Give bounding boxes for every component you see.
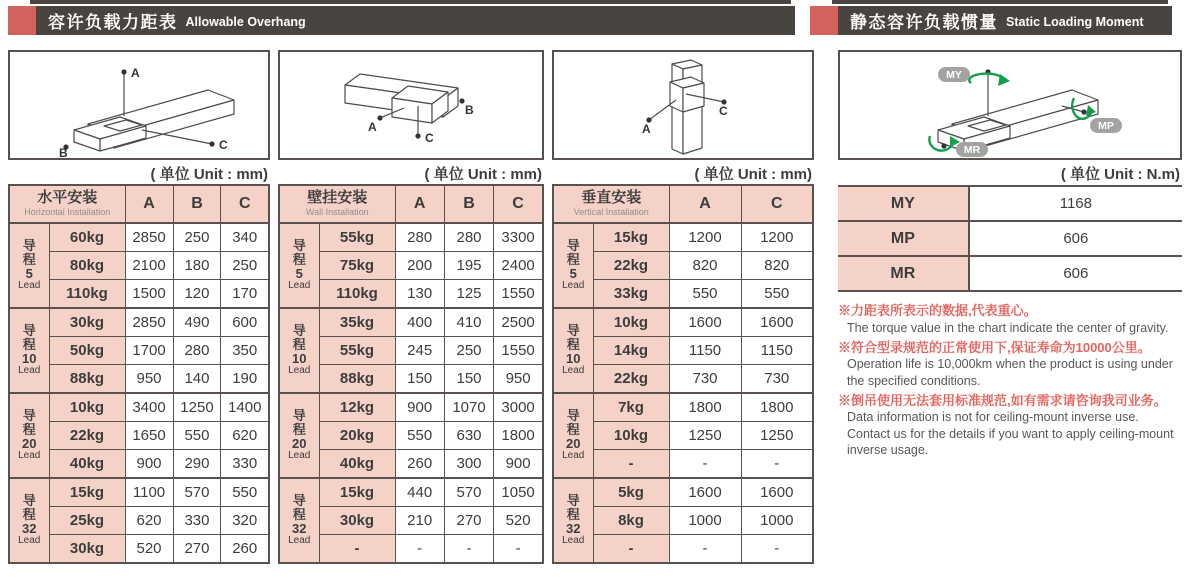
load-cell: - xyxy=(593,450,669,479)
header-bar xyxy=(838,6,1172,35)
value-cell: 350 xyxy=(221,337,269,365)
note-line: The torque value in the chart indicate the center of gravity. xyxy=(847,320,1169,335)
load-cell: - xyxy=(319,535,395,564)
table-row xyxy=(279,280,543,309)
horizontal-spec-table xyxy=(8,184,270,564)
label-a: A xyxy=(642,122,651,136)
mp-badge: MP xyxy=(1098,120,1114,132)
moment-label-my: MY xyxy=(838,186,969,221)
moment-diagram xyxy=(838,50,1182,160)
load-cell: 30kg xyxy=(49,535,125,564)
value-cell: 630 xyxy=(444,422,493,450)
load-cell: 30kg xyxy=(49,308,125,337)
note-line: ※倒吊使用无法套用标准规范,如有需求请咨询我司业务。 xyxy=(838,392,1167,408)
header-top-strip xyxy=(30,0,791,4)
table-row xyxy=(279,450,543,479)
table-row xyxy=(279,535,543,564)
value-cell: 250 xyxy=(444,337,493,365)
mr-badge: MR xyxy=(963,144,981,156)
table-row xyxy=(279,478,543,507)
value-cell: 730 xyxy=(741,365,813,394)
wall-spec-table xyxy=(278,184,544,564)
table-row xyxy=(9,393,269,422)
load-cell: 10kg xyxy=(593,308,669,337)
value-cell: 570 xyxy=(173,478,221,507)
value-cell: 1500 xyxy=(125,280,173,309)
load-cell: 20kg xyxy=(319,422,395,450)
header-allowable-overhang xyxy=(8,0,795,36)
my-badge: MY xyxy=(946,69,962,81)
value-cell: 900 xyxy=(125,450,173,479)
moment-rail-drawing xyxy=(840,52,1180,158)
value-cell: 1550 xyxy=(494,280,543,309)
moment-value-mr: 606 xyxy=(969,256,1182,291)
lead-cell: 导 程 20 Lead xyxy=(279,393,319,478)
header-bar xyxy=(36,6,795,35)
value-cell: 320 xyxy=(221,507,269,535)
value-cell: - xyxy=(669,535,741,564)
load-cell: 35kg xyxy=(319,308,395,337)
value-cell: 2100 xyxy=(125,252,173,280)
value-cell: - xyxy=(741,535,813,564)
moment-label-mp: MP xyxy=(838,221,969,256)
value-cell: 3300 xyxy=(494,223,543,252)
vertical-rail-drawing xyxy=(554,52,812,158)
load-cell: 30kg xyxy=(319,507,395,535)
label-b: B xyxy=(59,146,68,158)
value-cell: 1400 xyxy=(221,393,269,422)
table-row xyxy=(9,308,269,337)
lead-cell: 导 程 32 Lead xyxy=(279,478,319,563)
value-cell: 250 xyxy=(173,223,221,252)
value-cell: 1250 xyxy=(741,422,813,450)
load-cell: 75kg xyxy=(319,252,395,280)
value-cell: 1000 xyxy=(741,507,813,535)
load-cell: 33kg xyxy=(593,280,669,309)
value-cell: 1600 xyxy=(669,478,741,507)
load-cell: 40kg xyxy=(49,450,125,479)
note-line: Operation life is 10,000km when the product is using under the specified conditions. xyxy=(847,357,1173,388)
table-title: 垂直安装 Vertical Installation xyxy=(553,185,669,223)
vertical-spec-table xyxy=(552,184,814,564)
vertical-section xyxy=(552,50,814,564)
table-row xyxy=(553,223,813,252)
value-cell: 2500 xyxy=(494,308,543,337)
value-cell: 300 xyxy=(444,450,493,479)
header-title-zh: 容许负载力距表 xyxy=(48,13,178,32)
value-cell: 620 xyxy=(221,422,269,450)
notes-block xyxy=(838,302,1182,458)
value-cell: 280 xyxy=(395,223,444,252)
load-cell: 88kg xyxy=(49,365,125,394)
label-c: C xyxy=(219,138,228,152)
load-cell: 80kg xyxy=(49,252,125,280)
table-row xyxy=(553,478,813,507)
moment-section xyxy=(838,50,1182,458)
load-cell: 60kg xyxy=(49,223,125,252)
value-cell: 140 xyxy=(173,365,221,394)
header-title-zh: 静态容许负载惯量 xyxy=(850,13,998,32)
lead-cell: 导 程 5 Lead xyxy=(279,223,319,308)
value-cell: 3400 xyxy=(125,393,173,422)
value-cell: 1600 xyxy=(741,478,813,507)
column-header-a: A xyxy=(395,185,444,223)
wall-rail-drawing xyxy=(280,52,542,158)
load-cell: 22kg xyxy=(593,252,669,280)
lead-cell: 导 程 5 Lead xyxy=(9,223,49,308)
value-cell: 270 xyxy=(173,535,221,564)
moment-row xyxy=(838,256,1182,291)
load-cell: 10kg xyxy=(593,422,669,450)
load-cell: 15kg xyxy=(49,478,125,507)
lead-cell: 导 程 10 Lead xyxy=(9,308,49,393)
load-cell: 110kg xyxy=(49,280,125,309)
value-cell: 2850 xyxy=(125,223,173,252)
vertical-table-host xyxy=(552,184,814,564)
value-cell: 550 xyxy=(669,280,741,309)
label-c: C xyxy=(719,104,728,118)
note-line: Data information is not for ceiling-mount inverse use. xyxy=(847,410,1139,425)
load-cell: 15kg xyxy=(593,223,669,252)
note-line: ※力距表所表示的数据,代表重心。 xyxy=(838,303,1037,318)
value-cell: 950 xyxy=(125,365,173,394)
load-cell: 25kg xyxy=(49,507,125,535)
table-row xyxy=(279,507,543,535)
lead-cell: 导 程 5 Lead xyxy=(553,223,593,308)
load-cell: 5kg xyxy=(593,478,669,507)
note-line: ※符合型录规范的正常使用下,保证寿命为10000公里。 xyxy=(838,339,1151,355)
value-cell: 900 xyxy=(494,450,543,479)
lead-cell: 导 程 10 Lead xyxy=(553,308,593,393)
value-cell: - xyxy=(395,535,444,564)
value-cell: 1800 xyxy=(741,393,813,422)
horizontal-section xyxy=(8,50,270,564)
value-cell: 820 xyxy=(741,252,813,280)
value-cell: 120 xyxy=(173,280,221,309)
value-cell: 1550 xyxy=(494,337,543,365)
value-cell: 330 xyxy=(221,450,269,479)
wall-diagram xyxy=(278,50,544,160)
value-cell: 330 xyxy=(173,507,221,535)
value-cell: - xyxy=(444,535,493,564)
value-cell: 3000 xyxy=(494,393,543,422)
value-cell: 400 xyxy=(395,308,444,337)
value-cell: 245 xyxy=(395,337,444,365)
value-cell: 150 xyxy=(444,365,493,394)
value-cell: 180 xyxy=(173,252,221,280)
value-cell: - xyxy=(669,450,741,479)
label-b: B xyxy=(465,103,474,117)
value-cell: 550 xyxy=(173,422,221,450)
value-cell: 1070 xyxy=(444,393,493,422)
table-row xyxy=(279,422,543,450)
moment-table xyxy=(838,185,1182,292)
value-cell: 550 xyxy=(221,478,269,507)
lead-cell: 导 程 10 Lead xyxy=(279,308,319,393)
value-cell: 1200 xyxy=(741,223,813,252)
column-header-a: A xyxy=(669,185,741,223)
value-cell: 150 xyxy=(395,365,444,394)
value-cell: 520 xyxy=(125,535,173,564)
table-row xyxy=(279,223,543,252)
value-cell: 1700 xyxy=(125,337,173,365)
load-cell: 7kg xyxy=(593,393,669,422)
value-cell: 1100 xyxy=(125,478,173,507)
lead-cell: 导 程 20 Lead xyxy=(9,393,49,478)
value-cell: 440 xyxy=(395,478,444,507)
value-cell: 290 xyxy=(173,450,221,479)
column-header-c: C xyxy=(494,185,543,223)
value-cell: 195 xyxy=(444,252,493,280)
value-cell: 125 xyxy=(444,280,493,309)
value-cell: 2400 xyxy=(494,252,543,280)
load-cell: 8kg xyxy=(593,507,669,535)
moment-row xyxy=(838,186,1182,221)
unit-label-mm: ( 单位 Unit : mm) xyxy=(150,166,268,183)
note-line: Contact us for the details if you want to apply ceiling-mount inverse usage. xyxy=(847,426,1174,457)
label-c: C xyxy=(425,131,434,145)
value-cell: 570 xyxy=(444,478,493,507)
value-cell: 1150 xyxy=(741,337,813,365)
table-row xyxy=(279,252,543,280)
value-cell: 1600 xyxy=(741,308,813,337)
moment-value-mp: 606 xyxy=(969,221,1182,256)
value-cell: 1600 xyxy=(669,308,741,337)
column-header-a: A xyxy=(125,185,173,223)
table-row xyxy=(553,393,813,422)
value-cell: 170 xyxy=(221,280,269,309)
value-cell: 280 xyxy=(173,337,221,365)
load-cell: 110kg xyxy=(319,280,395,309)
value-cell: 1200 xyxy=(669,223,741,252)
load-cell: 15kg xyxy=(319,478,395,507)
value-cell: 1250 xyxy=(173,393,221,422)
load-cell: 40kg xyxy=(319,450,395,479)
my-rotation-arrow xyxy=(969,74,1003,83)
value-cell: 520 xyxy=(494,507,543,535)
table-title: 水平安装 Horizontal Installation xyxy=(9,185,125,223)
unit-label-nm: ( 单位 Unit : N.m) xyxy=(1060,166,1180,183)
value-cell: 280 xyxy=(444,223,493,252)
value-cell: 2850 xyxy=(125,308,173,337)
lead-cell: 导 程 20 Lead xyxy=(553,393,593,478)
value-cell: 210 xyxy=(395,507,444,535)
value-cell: 1050 xyxy=(494,478,543,507)
table-row xyxy=(9,478,269,507)
value-cell: 1150 xyxy=(669,337,741,365)
column-header-b: B xyxy=(444,185,493,223)
load-cell: 55kg xyxy=(319,223,395,252)
value-cell: 270 xyxy=(444,507,493,535)
header-title-en: Allowable Overhang xyxy=(185,14,306,29)
horizontal-rail-drawing xyxy=(10,52,268,158)
red-accent-square xyxy=(8,6,36,35)
horizontal-diagram xyxy=(8,50,270,160)
column-header-b: B xyxy=(173,185,221,223)
table-row xyxy=(279,308,543,337)
load-cell: 12kg xyxy=(319,393,395,422)
value-cell: 260 xyxy=(221,535,269,564)
header-title-en: Static Loading Moment xyxy=(1006,14,1144,29)
table-row xyxy=(279,393,543,422)
red-accent-square xyxy=(810,6,838,35)
value-cell: 550 xyxy=(395,422,444,450)
label-a: A xyxy=(131,66,140,80)
value-cell: 1250 xyxy=(669,422,741,450)
moment-value-my: 1168 xyxy=(969,186,1182,221)
value-cell: 1800 xyxy=(494,422,543,450)
load-cell: 22kg xyxy=(49,422,125,450)
unit-label-mm: ( 单位 Unit : mm) xyxy=(694,166,812,183)
moment-label-mr: MR xyxy=(838,256,969,291)
vertical-diagram xyxy=(552,50,814,160)
load-cell: 55kg xyxy=(319,337,395,365)
value-cell: 490 xyxy=(173,308,221,337)
load-cell: 14kg xyxy=(593,337,669,365)
load-cell: 50kg xyxy=(49,337,125,365)
load-cell: 10kg xyxy=(49,393,125,422)
header-top-strip xyxy=(832,0,1168,4)
lead-cell: 导 程 32 Lead xyxy=(9,478,49,563)
load-cell: 22kg xyxy=(593,365,669,394)
column-header-c: C xyxy=(741,185,813,223)
value-cell: 250 xyxy=(221,252,269,280)
load-cell: 88kg xyxy=(319,365,395,394)
horizontal-table-host xyxy=(8,184,270,564)
value-cell: - xyxy=(494,535,543,564)
header-static-loading-moment xyxy=(810,0,1172,36)
lead-cell: 导 程 32 Lead xyxy=(553,478,593,563)
moment-row xyxy=(838,221,1182,256)
value-cell: 340 xyxy=(221,223,269,252)
value-cell: 260 xyxy=(395,450,444,479)
wall-section xyxy=(278,50,544,564)
value-cell: 900 xyxy=(395,393,444,422)
value-cell: 550 xyxy=(741,280,813,309)
table-row xyxy=(9,223,269,252)
value-cell: 130 xyxy=(395,280,444,309)
value-cell: 1650 xyxy=(125,422,173,450)
table-row xyxy=(279,365,543,394)
label-a: A xyxy=(368,120,377,134)
value-cell: 730 xyxy=(669,365,741,394)
wall-table-host xyxy=(278,184,544,564)
value-cell: 200 xyxy=(395,252,444,280)
value-cell: 1000 xyxy=(669,507,741,535)
table-row xyxy=(279,337,543,365)
value-cell: 820 xyxy=(669,252,741,280)
value-cell: 620 xyxy=(125,507,173,535)
value-cell: 600 xyxy=(221,308,269,337)
table-row xyxy=(553,308,813,337)
table-title: 壁挂安装 Wall Installation xyxy=(279,185,395,223)
load-cell: - xyxy=(593,535,669,564)
value-cell: 950 xyxy=(494,365,543,394)
unit-label-mm: ( 单位 Unit : mm) xyxy=(424,166,542,183)
value-cell: 410 xyxy=(444,308,493,337)
column-header-c: C xyxy=(221,185,269,223)
value-cell: - xyxy=(741,450,813,479)
value-cell: 1800 xyxy=(669,393,741,422)
value-cell: 190 xyxy=(221,365,269,394)
